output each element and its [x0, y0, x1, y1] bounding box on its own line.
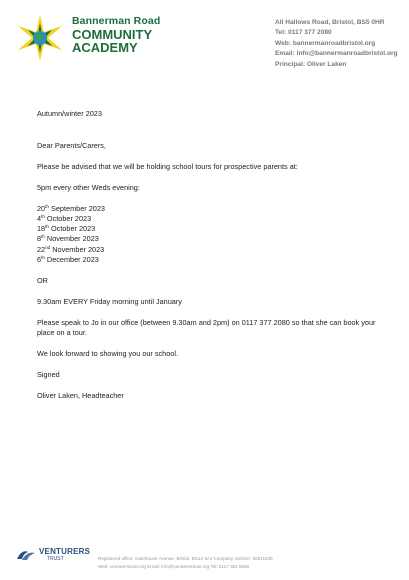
school-logo-star-icon	[16, 14, 64, 62]
friday-tours: 9.30am EVERY Friday morning until January	[37, 296, 182, 306]
letter-closing: We look forward to showing you our school.	[37, 349, 179, 359]
contact-email: Email: info@bannermanroadbristol.org	[275, 50, 398, 58]
letter-date: Autumn/winter 2023	[37, 109, 102, 118]
school-name-line2: COMMUNITY	[72, 26, 153, 42]
signed-label: Signed	[37, 370, 60, 380]
tour-date: 4th October 2023	[37, 214, 92, 223]
footer-line1: Registered office: Gatehouse Avenue, Bristol, BS13 9AJ Company number: 08511836	[98, 556, 273, 561]
contact-principal: Principal: Oliver Laken	[275, 60, 347, 68]
school-contact-block	[275, 18, 398, 70]
letter-intro: Please be advised that we will be holding school tours for prospective parents at:	[37, 161, 298, 171]
tour-date: 8th November 2023	[37, 234, 99, 244]
school-name-line1: Bannerman Road	[72, 15, 161, 27]
tour-date: 22nd November 2023	[37, 244, 105, 254]
tour-date-list	[37, 204, 377, 265]
contact-address: All Hallows Road, Bristol, BS5 0HR	[275, 19, 385, 26]
tour-date: 20th September 2023	[37, 203, 105, 213]
booking-instructions: Please speak to Jo in our office (between 9.30am and 2pm) on 0117 377 2080 so that she can book your place on a tour.	[37, 317, 376, 338]
trust-name: VENTURERS	[39, 547, 91, 556]
venturers-wave-icon	[16, 547, 36, 563]
letter-body	[37, 109, 377, 401]
or-separator: OR	[37, 275, 48, 285]
school-name	[72, 16, 160, 54]
footer-line2: Web: venturerstrust.org Email: info@venturerstrust.org Tel: 0117 301 8560	[98, 564, 250, 569]
tour-date: 6th December 2023	[37, 254, 99, 264]
signature: Oliver Laken, Headteacher	[37, 391, 124, 401]
schedule-heading: 5pm every other Weds evening:	[37, 182, 140, 192]
contact-web: Web: bannermanroadbristol.org	[275, 39, 376, 47]
footer-details	[98, 555, 273, 571]
letter-greeting: Dear Parents/Carers,	[37, 140, 106, 150]
trust-sub: TRUST	[47, 556, 64, 562]
school-name-line3: ACADEMY	[72, 39, 138, 55]
trust-logo	[16, 547, 90, 563]
contact-phone: Tel: 0117 377 2080	[275, 29, 332, 37]
tour-date: 18th October 2023	[37, 224, 96, 234]
